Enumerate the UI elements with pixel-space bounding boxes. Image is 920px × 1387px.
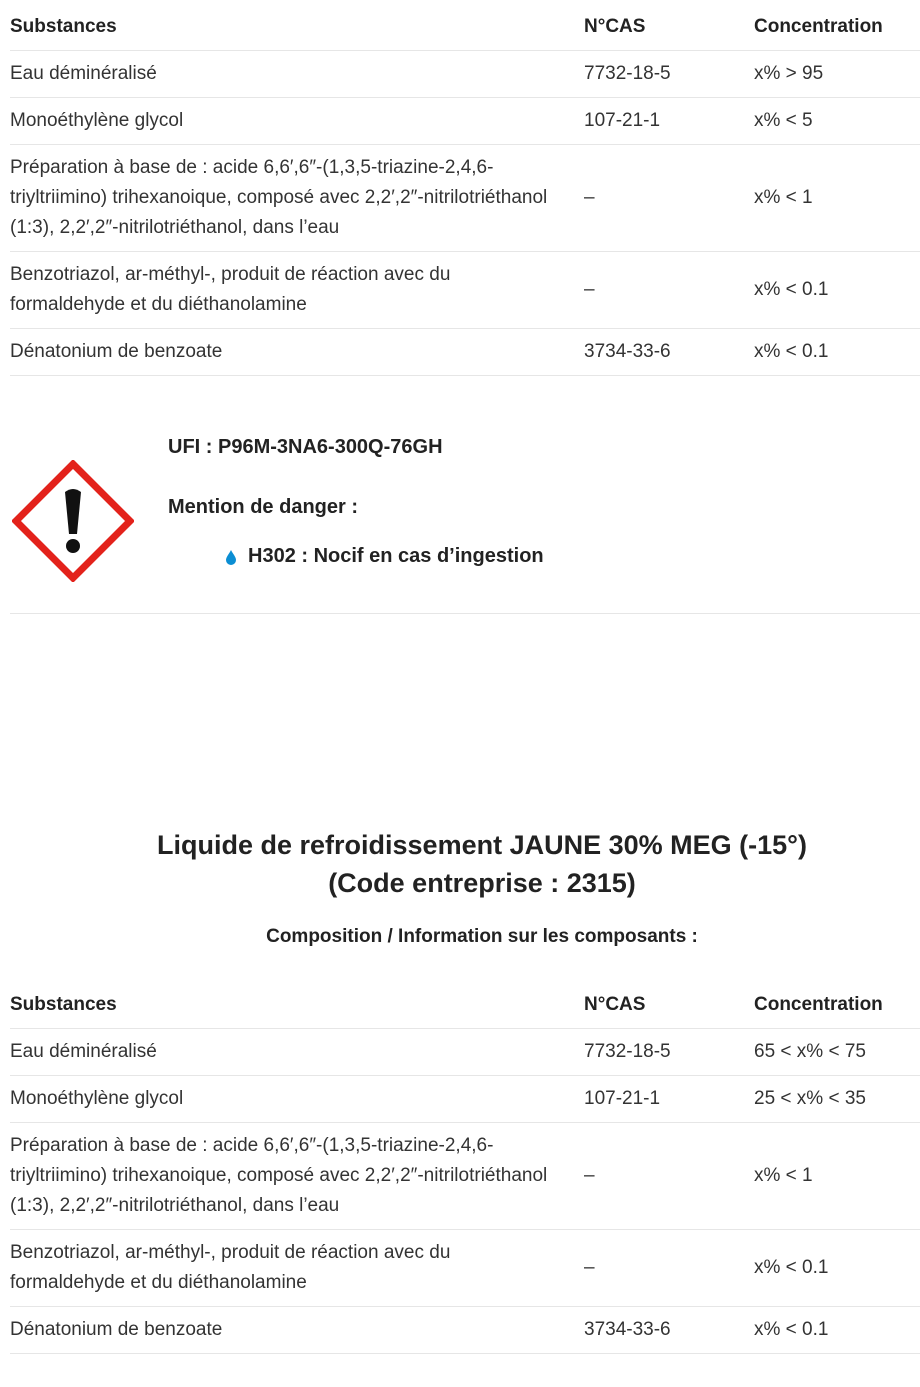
cas-cell: 107-21-1 <box>584 98 754 145</box>
concentration-cell: x% < 0.1 <box>754 1230 920 1307</box>
table-row <box>10 252 920 329</box>
table-header-row <box>10 0 920 51</box>
cas-cell: 3734-33-6 <box>584 329 754 376</box>
table-row <box>10 98 920 145</box>
product-title-line-1: Liquide de refroidissement JAUNE 30% MEG (-15°) <box>157 830 807 860</box>
cas-cell: – <box>584 1123 754 1230</box>
header-concentration: Concentration <box>754 0 920 51</box>
cas-cell: 3734-33-6 <box>584 1307 754 1354</box>
table-row <box>10 145 920 252</box>
substance-cell: Préparation à base de : acide 6,6′,6″-(1,3,5-triazine-2,4,6-triyltriimino) trihexanoique, composé avec 2,2′,2″-nitrilotriéthanol (1:3), 2,2′,2″-nitrilotriéthanol, dans l’eau <box>10 145 584 252</box>
concentration-cell: x% < 5 <box>754 98 920 145</box>
concentration-cell: x% < 1 <box>754 1123 920 1230</box>
danger-statement-text: H302 : Nocif en cas d’ingestion <box>248 545 544 567</box>
ufi-code: UFI : P96M-3NA6-300Q-76GH <box>168 436 443 458</box>
danger-statement <box>224 545 544 568</box>
table-header-row <box>10 978 920 1029</box>
table-row <box>10 1029 920 1076</box>
header-cas: N°CAS <box>584 0 754 51</box>
substance-cell: Préparation à base de : acide 6,6′,6″-(1,3,5-triazine-2,4,6-triyltriimino) trihexanoique, composé avec 2,2′,2″-nitrilotriéthanol (1:3), 2,2′,2″-nitrilotriéthanol, dans l’eau <box>10 1123 584 1230</box>
table-row <box>10 1076 920 1123</box>
table-row <box>10 1307 920 1354</box>
table-row <box>10 329 920 376</box>
table-row <box>10 1123 920 1230</box>
composition-heading: Composition / Information sur les composants : <box>266 926 698 947</box>
cas-cell: 107-21-1 <box>584 1076 754 1123</box>
concentration-cell: 25 < x% < 35 <box>754 1076 920 1123</box>
product-title <box>0 826 920 902</box>
composition-table-1 <box>10 0 920 376</box>
header-substances: Substances <box>10 0 584 51</box>
concentration-cell: 65 < x% < 75 <box>754 1029 920 1076</box>
substance-cell: Dénatonium de benzoate <box>10 329 584 376</box>
concentration-cell: x% < 0.1 <box>754 252 920 329</box>
substance-cell: Dénatonium de benzoate <box>10 1307 584 1354</box>
water-drop-icon <box>224 549 238 565</box>
header-concentration: Concentration <box>754 978 920 1029</box>
table-row <box>10 51 920 98</box>
concentration-cell: x% < 1 <box>754 145 920 252</box>
header-substances: Substances <box>10 978 584 1029</box>
cas-cell: – <box>584 1230 754 1307</box>
composition-table-2 <box>10 978 920 1354</box>
danger-statement-list <box>224 545 544 568</box>
substance-cell: Eau déminéralisé <box>10 1029 584 1076</box>
substance-cell: Monoéthylène glycol <box>10 1076 584 1123</box>
concentration-cell: x% < 0.1 <box>754 1307 920 1354</box>
table-row <box>10 1230 920 1307</box>
cas-cell: 7732-18-5 <box>584 1029 754 1076</box>
substance-cell: Monoéthylène glycol <box>10 98 584 145</box>
concentration-cell: x% < 0.1 <box>754 329 920 376</box>
concentration-cell: x% > 95 <box>754 51 920 98</box>
substance-cell: Eau déminéralisé <box>10 51 584 98</box>
substance-cell: Benzotriazol, ar-méthyl-, produit de réaction avec du formaldehyde et du diéthanolamine <box>10 1230 584 1307</box>
product-title-line-2: (Code entreprise : 2315) <box>328 868 636 898</box>
substance-cell: Benzotriazol, ar-méthyl-, produit de réaction avec du formaldehyde et du diéthanolamine <box>10 252 584 329</box>
hazard-block <box>10 400 920 614</box>
cas-cell: 7732-18-5 <box>584 51 754 98</box>
ghs-exclamation-mark-icon <box>12 460 134 582</box>
cas-cell: – <box>584 252 754 329</box>
danger-heading: Mention de danger : <box>168 496 358 518</box>
cas-cell: – <box>584 145 754 252</box>
header-cas: N°CAS <box>584 978 754 1029</box>
